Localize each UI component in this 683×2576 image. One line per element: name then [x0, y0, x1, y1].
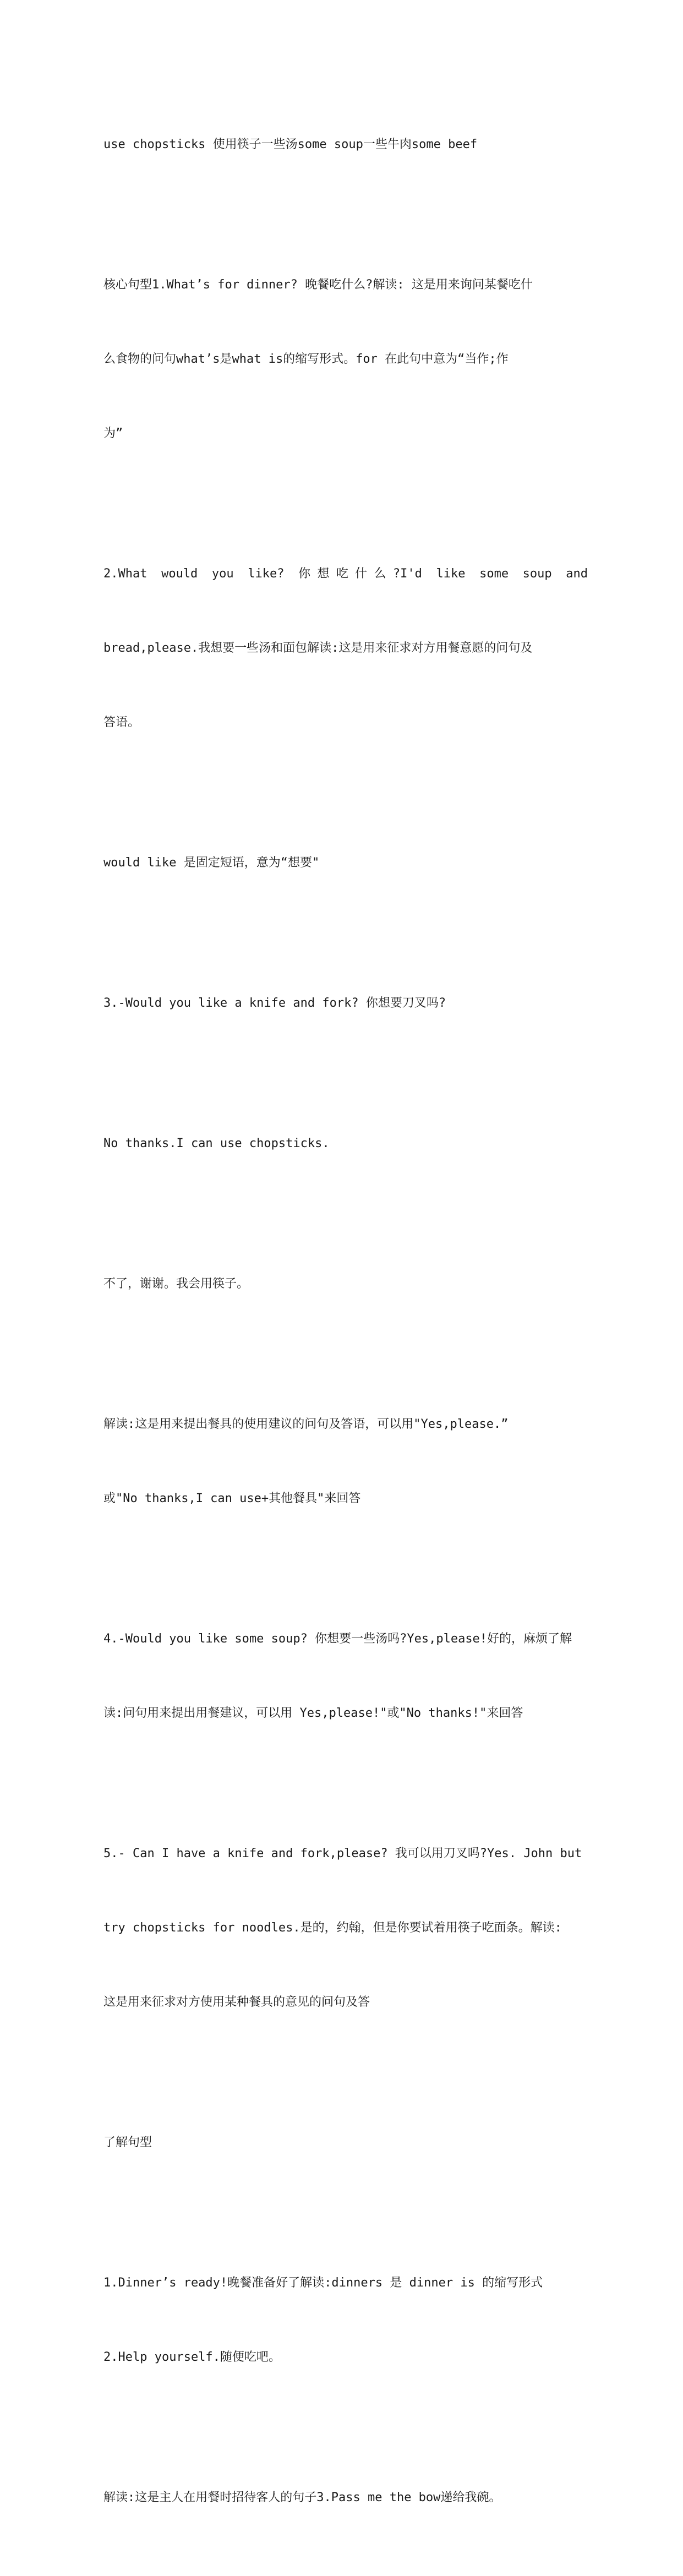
text-line: 答语。	[103, 716, 140, 729]
text-line: 4.-Would you like some soup? 你想要一些汤吗?Yes,please!好的，麻烦了解	[103, 1632, 572, 1646]
paragraph-vocabulary	[103, 83, 588, 206]
paragraph-core-sentence-2	[103, 512, 588, 784]
paragraph-explanation-3	[103, 1362, 588, 1560]
paragraph-core-sentence-5	[103, 1792, 588, 2064]
paragraph-understand-3	[103, 2436, 588, 2559]
text-line: 2.Help yourself.随便吃吧。	[103, 2350, 281, 2364]
text-line: use chopsticks 使用筷子一些汤some soup一些牛肉some beef	[103, 138, 478, 151]
paragraph-understand-1-2	[103, 2221, 588, 2419]
text-line: No thanks.I can use chopsticks.	[103, 1137, 330, 1150]
text-line: 解读:这是主人在用餐时招待客人的句子3.Pass me the bow递给我碗。	[103, 2491, 501, 2504]
text-line: 不了，谢谢。我会用筷子。	[103, 1277, 249, 1291]
text-line: bread,please.我想要一些汤和面包解读:这是用来征求对方用餐意愿的问句及	[103, 641, 533, 655]
text-line: would like 是固定短语，意为“想要"	[103, 856, 320, 870]
paragraph-core-sentence-4	[103, 1577, 588, 1775]
text-line: try chopsticks for noodles.是的，约翰，但是你要试着用筷子吃面条。解读:	[103, 1921, 562, 1935]
text-line: 为”	[103, 427, 123, 440]
text-line: 或"No thanks,I can use+其他餐具"来回答	[103, 1492, 361, 1505]
text-line: 了解句型	[103, 2136, 152, 2149]
text-line: 2.What would you like? 你想吃什么?I'd like some soup and	[103, 567, 588, 581]
text-line: 读:问句用来提出用餐建议，可以用 Yes,please!"或"No thanks!"来回答	[103, 1706, 523, 1720]
text-line: 核心句型1.What’s for dinner? 晚餐吃什么?解读: 这是用来询问某餐吃什	[103, 278, 533, 292]
text-line: 5.- Can I have a knife and fork,please? 我可以用刀叉吗?Yes. John but	[103, 1847, 582, 1860]
section-heading-understand-sentences	[103, 2081, 588, 2204]
text-line: 这是用来征求对方使用某种餐具的意见的问句及答	[103, 1995, 370, 2009]
paragraph-answer-zh	[103, 1222, 588, 1346]
text-line: 3.-Would you like a knife and fork? 你想要刀叉吗?	[103, 996, 446, 1010]
document-page	[103, 83, 588, 2576]
paragraph-core-sentence-1	[103, 223, 588, 495]
text-line: 解读:这是用来提出餐具的使用建议的问句及答语，可以用"Yes,please.”	[103, 1417, 509, 1431]
paragraph-answer-en	[103, 1082, 588, 1205]
text-line: 1.Dinner’s ready!晚餐准备好了解读:dinners 是 dinner is 的缩写形式	[103, 2276, 543, 2290]
text-line: 么食物的问句what’s是what is的缩写形式。for 在此句中意为“当作;作	[103, 352, 509, 366]
paragraph-core-sentence-3	[103, 941, 588, 1065]
paragraph-would-like-note	[103, 801, 588, 925]
